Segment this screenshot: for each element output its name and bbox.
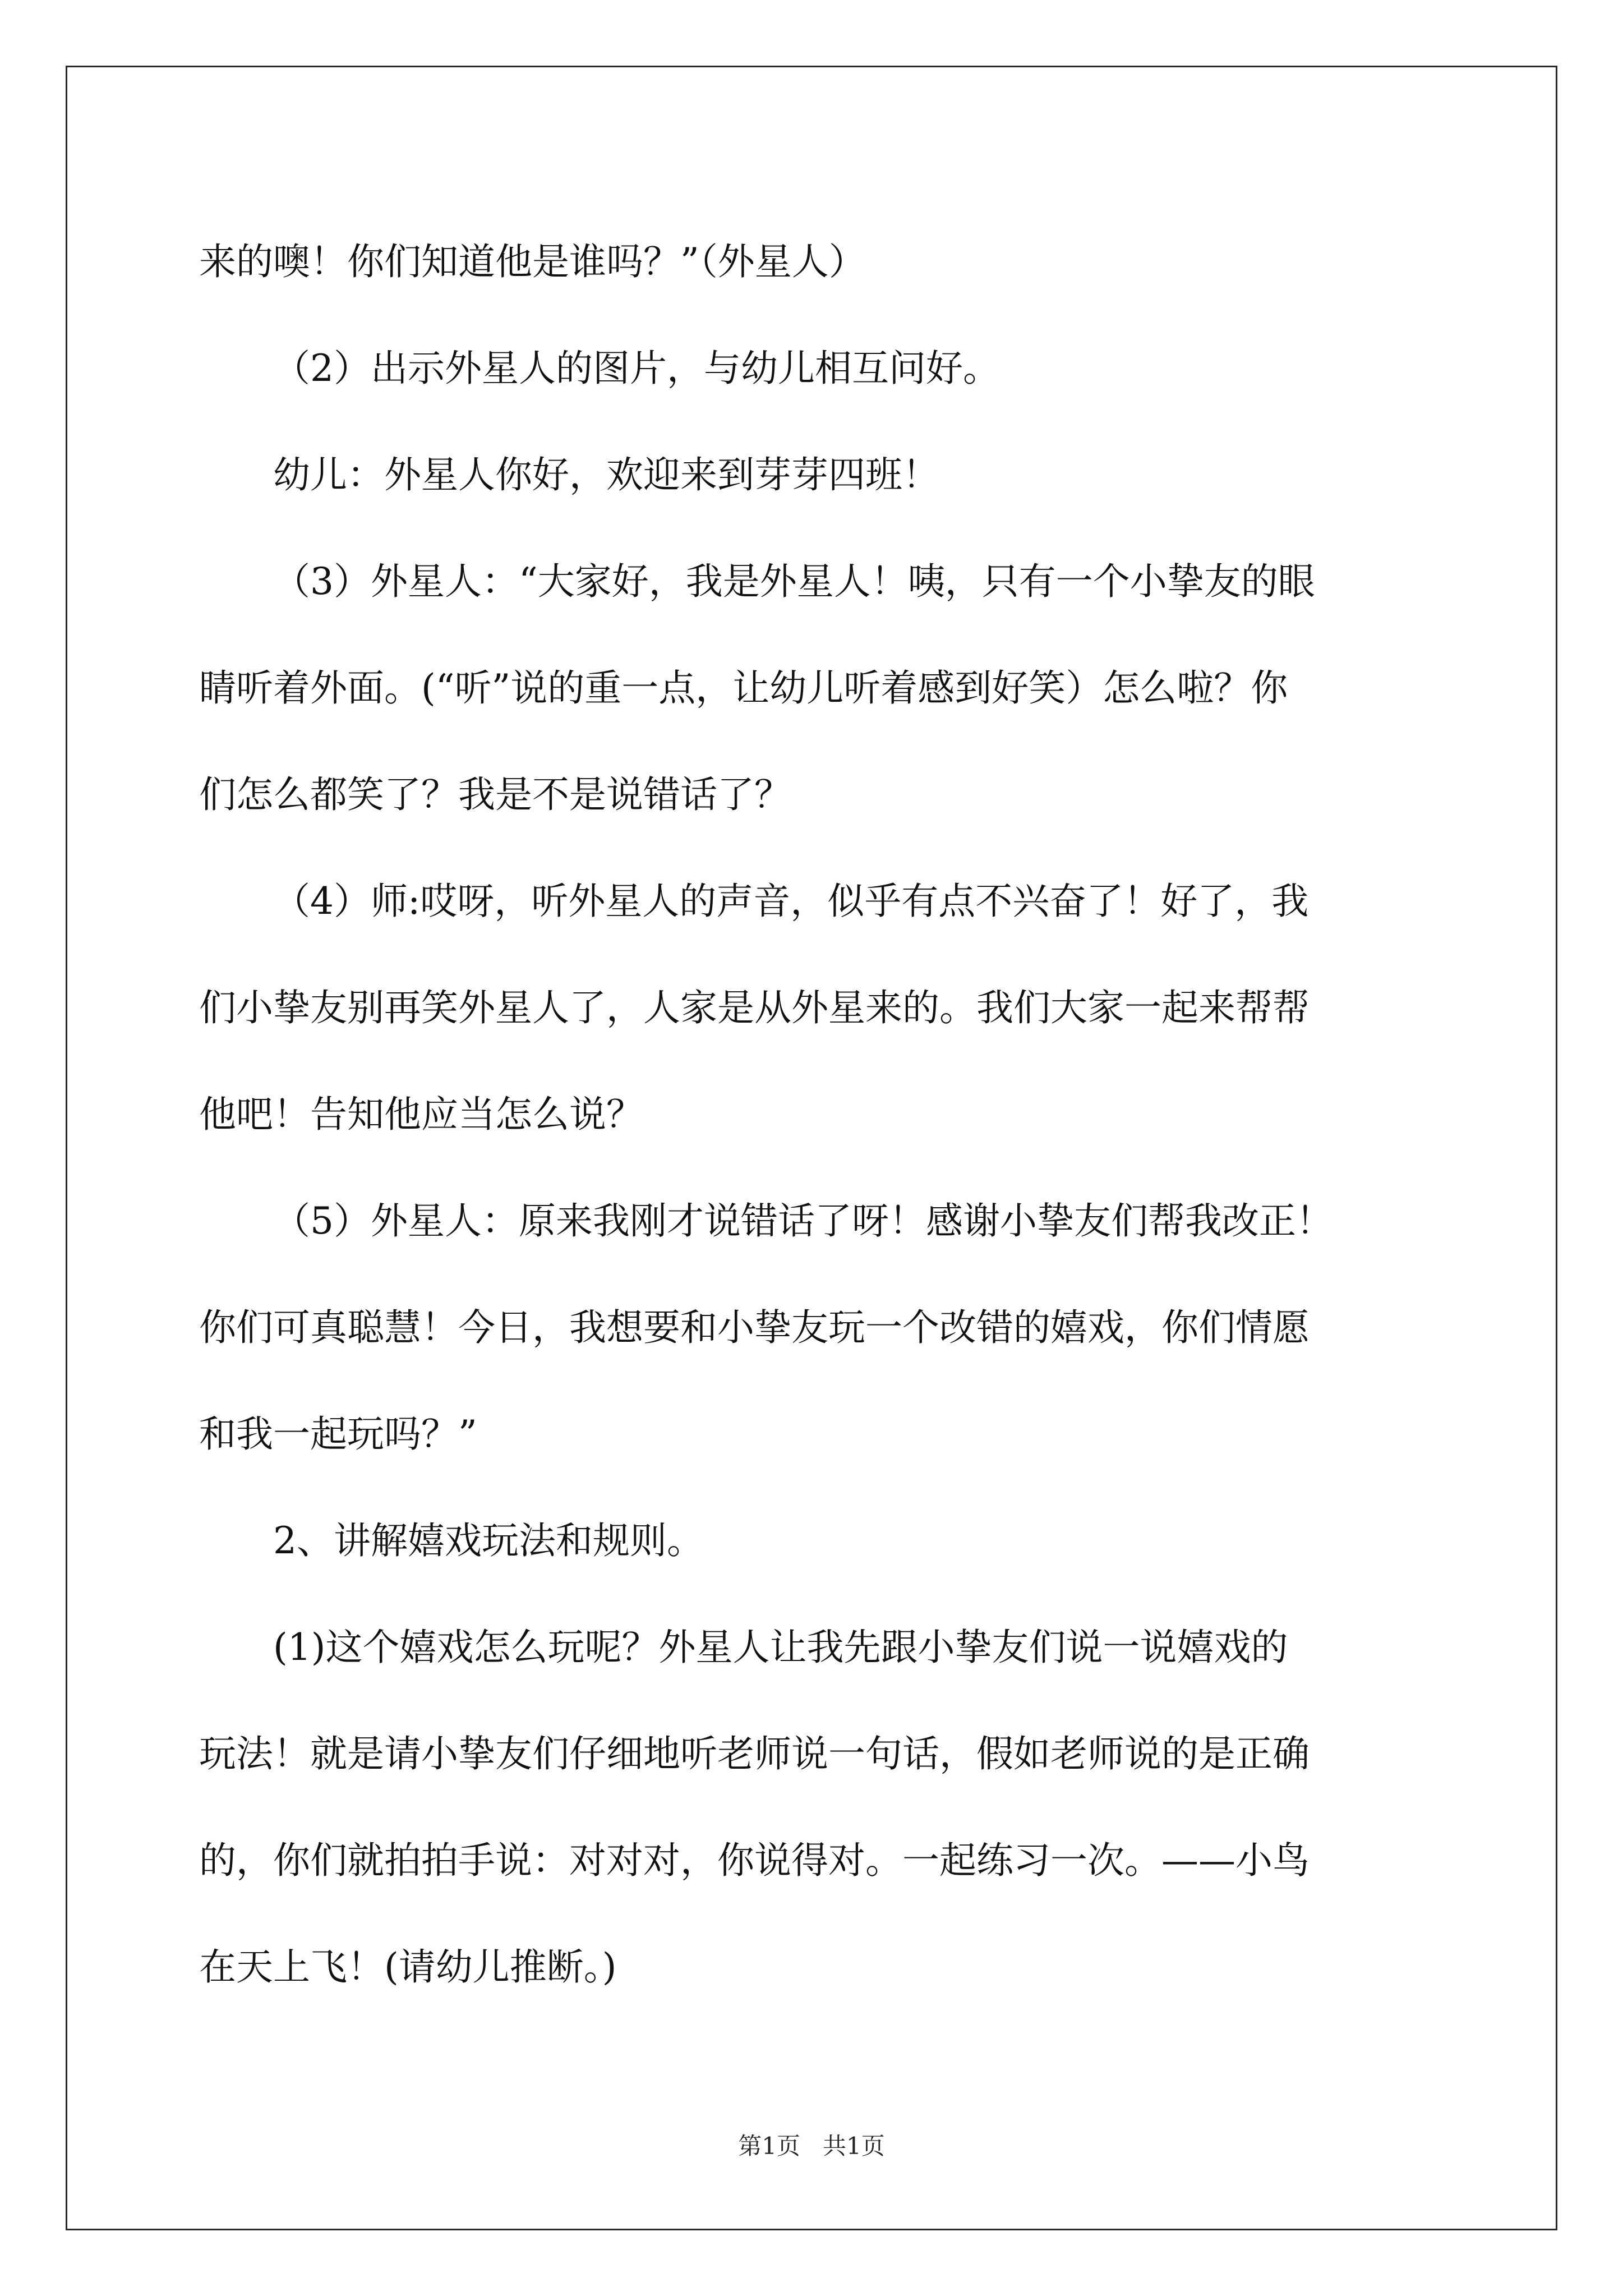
paragraph <box>199 209 1427 315</box>
paragraph <box>199 422 1427 528</box>
text-line: 来的噢！你们知道他是谁吗？”（外星人） <box>199 240 866 283</box>
text-line: 玩法！就是请小挚友们仔细地听老师说一句话，假如老师说的是正确 <box>199 1732 1310 1775</box>
page-number: 第1页 <box>738 2132 800 2160</box>
text-line: （2）出示外星人的图片，与幼儿相互问好。 <box>273 347 1000 390</box>
text-line: 他吧！告知他应当怎么说？ <box>199 1093 643 1136</box>
text-line: （5）外星人：原来我刚才说错话了呀！感谢小挚友们帮我改正！ <box>273 1199 1333 1243</box>
text-line: 2、讲解嬉戏玩法和规则。 <box>273 1519 704 1562</box>
text-line: 和我一起玩吗？” <box>199 1412 477 1456</box>
paragraph <box>199 1168 1427 1488</box>
text-line: （4）师:哎呀，听外星人的声音，似乎有点不兴奋了！好了，我 <box>273 880 1309 923</box>
text-line: 在天上飞！(请幼儿推断。) <box>199 1945 617 1989</box>
text-line: 们小挚友别再笑外星人了，人家是从外星来的。我们大家一起来帮帮 <box>199 986 1310 1029</box>
paragraph <box>199 848 1427 1168</box>
page-total: 共1页 <box>823 2132 885 2160</box>
page-footer <box>0 2129 1623 2163</box>
text-line: (1)这个嬉戏怎么玩呢？外星人让我先跟小挚友们说一说嬉戏的 <box>273 1626 1288 1669</box>
text-line: （3）外星人：“大家好，我是外星人！咦，只有一个小挚友的眼 <box>273 560 1315 603</box>
paragraph <box>199 1594 1427 2021</box>
paragraph <box>199 528 1427 848</box>
text-line: 的，你们就拍拍手说：对对对，你说得对。一起练习一次。——小鸟 <box>199 1839 1310 1882</box>
text-line: 睛听着外面。(“听”说的重一点，让幼儿听着感到好笑）怎么啦？你 <box>199 666 1288 710</box>
text-line: 你们可真聪慧！今日，我想要和小挚友玩一个改错的嬉戏，你们情愿 <box>199 1306 1310 1349</box>
text-line: 们怎么都笑了？我是不是说错话了？ <box>199 773 791 816</box>
paragraph <box>199 315 1427 422</box>
paragraph <box>199 1488 1427 1594</box>
text-line: 幼儿：外星人你好，欢迎来到芽芽四班！ <box>273 453 939 496</box>
document-body <box>199 209 1427 2021</box>
